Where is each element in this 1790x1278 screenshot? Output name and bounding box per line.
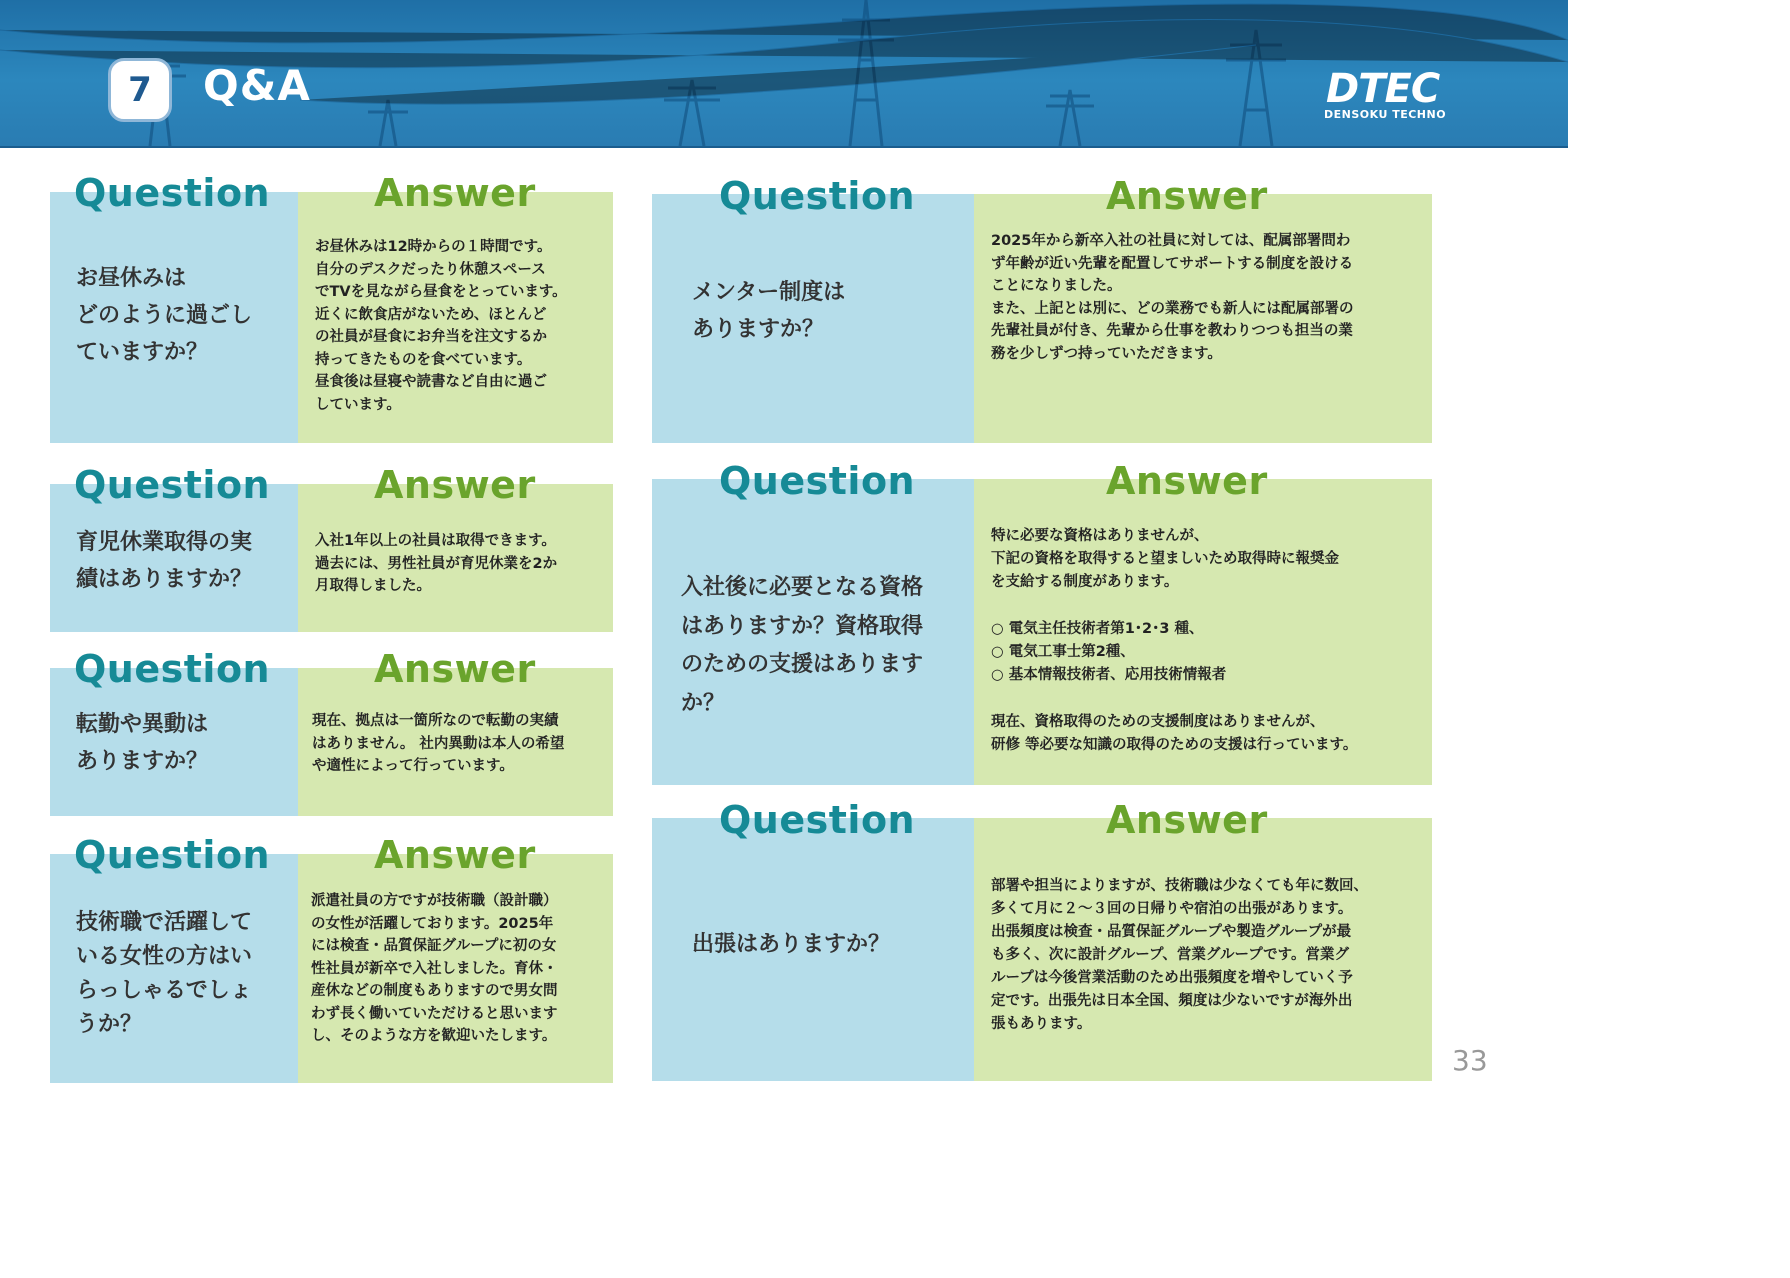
question-heading: Question	[74, 463, 271, 507]
question-heading: Question	[74, 171, 271, 215]
question-heading: Question	[74, 647, 271, 691]
page-title: Q&A	[203, 61, 311, 110]
answer-heading: Answer	[1106, 798, 1268, 842]
qa-card-women-engineers	[50, 833, 613, 1083]
answer-heading: Answer	[1106, 174, 1268, 218]
question-heading: Question	[719, 798, 916, 842]
answer-heading: Answer	[1106, 459, 1268, 503]
qa-card-business-trips	[652, 798, 1432, 1081]
question-heading: Question	[719, 174, 916, 218]
answer-text: 2025年から新卒入社の社員に対しては、配属部署問わ ず年齢が近い先輩を配置してサポートする制度を設ける ことになりました。 また、上記とは別に、どの業務でも新人には配属部署の 先輩社員が付き、先輩から仕事を教わりつつも担当の業 務を少しずつ持っていただきます。	[991, 233, 1354, 362]
qa-card-qualifications	[652, 459, 1432, 785]
answer-heading: Answer	[374, 647, 536, 691]
question-text: 入社後に必要となる資格 はありますか？資格取得 のための支援はあります か？	[681, 575, 924, 716]
question-text: 出張はありますか？	[692, 932, 891, 957]
page-number: 33	[1452, 1044, 1488, 1077]
answer-heading: Answer	[374, 171, 536, 215]
answer-text: 現在、拠点は一箇所なので転勤の実績 はありません。 社内異動は本人の希望 や適性によって行っています。	[312, 713, 565, 774]
answer-text: 部署や担当によりますが、技術職は少なくても年に数回、 多くて月に２～３回の日帰りや宿泊の出張があります。 出張頻度は検査・品質保証グループや製造グループが最 も多く、次に設計グループ、営業グループです。営業グ ループは今後営業活動のため出張頻度を増やしていく予 定です。出張先は日本全国、頻度は少ないですが海外出 張もあります。	[991, 878, 1368, 1032]
qa-card-relocation	[50, 647, 613, 816]
logo-subtext: DENSOKU TECHNO	[1324, 108, 1447, 121]
qa-card-childcare-leave	[50, 463, 613, 632]
question-text: メンター制度は ありますか？	[692, 280, 846, 342]
answer-heading: Answer	[374, 463, 536, 507]
header-banner	[0, 0, 1568, 148]
question-text: お昼休みは どのように過ごし ていますか？	[76, 266, 253, 365]
logo-mark: DTEC	[1326, 66, 1440, 112]
answer-text: お昼休みは12時からの１時間です。 自分のデスクだったり休憩スペース でTVを見ながら昼食をとっています。 近くに飲食店がないため、ほとんど の社員が昼食にお弁当を注文するか 持ってきたものを食べています。 昼食後は昼寝や読書など自由に過ご しています。	[315, 239, 567, 413]
answer-heading: Answer	[374, 833, 536, 877]
question-text: 育児休業取得の実 績はありますか？	[76, 530, 253, 592]
company-logo	[1322, 68, 1472, 126]
answer-text: 特に必要な資格はありませんが、 下記の資格を取得すると望ましいため取得時に報奨金 を支給する制度があります。 ○ 電気主任技術者第1･2･3 種、 ○ 電気工事士第2種、 ○ 基本情報技術者、応用技術情報者 現在、資格取得のための支援制度はありませんが、 研修 等必要な知識の取得のための支援は行っています。	[991, 528, 1358, 753]
question-text: 転勤や異動は ありますか？	[76, 712, 209, 774]
section-number-badge: 7	[108, 58, 172, 122]
question-text: 技術職で活躍して いる女性の方はい らっしゃるでしょ うか？	[76, 910, 253, 1037]
question-heading: Question	[719, 459, 916, 503]
qa-card-lunch-break	[50, 171, 613, 443]
answer-text: 入社1年以上の社員は取得できます。 過去には、男性社員が育児休業を2か 月取得しました。	[315, 533, 558, 594]
answer-text: 派遣社員の方ですが技術職（設計職） の女性が活躍しております。2025年 には検査・品質保証グループに初の女 性社員が新卒で入社しました。育休・ 産休などの制度もありますので男女問 わず長く働いていただけると思います し、そのような方を歓迎いたします。	[311, 893, 558, 1044]
qa-card-mentor-program	[652, 174, 1432, 443]
question-heading: Question	[74, 833, 271, 877]
